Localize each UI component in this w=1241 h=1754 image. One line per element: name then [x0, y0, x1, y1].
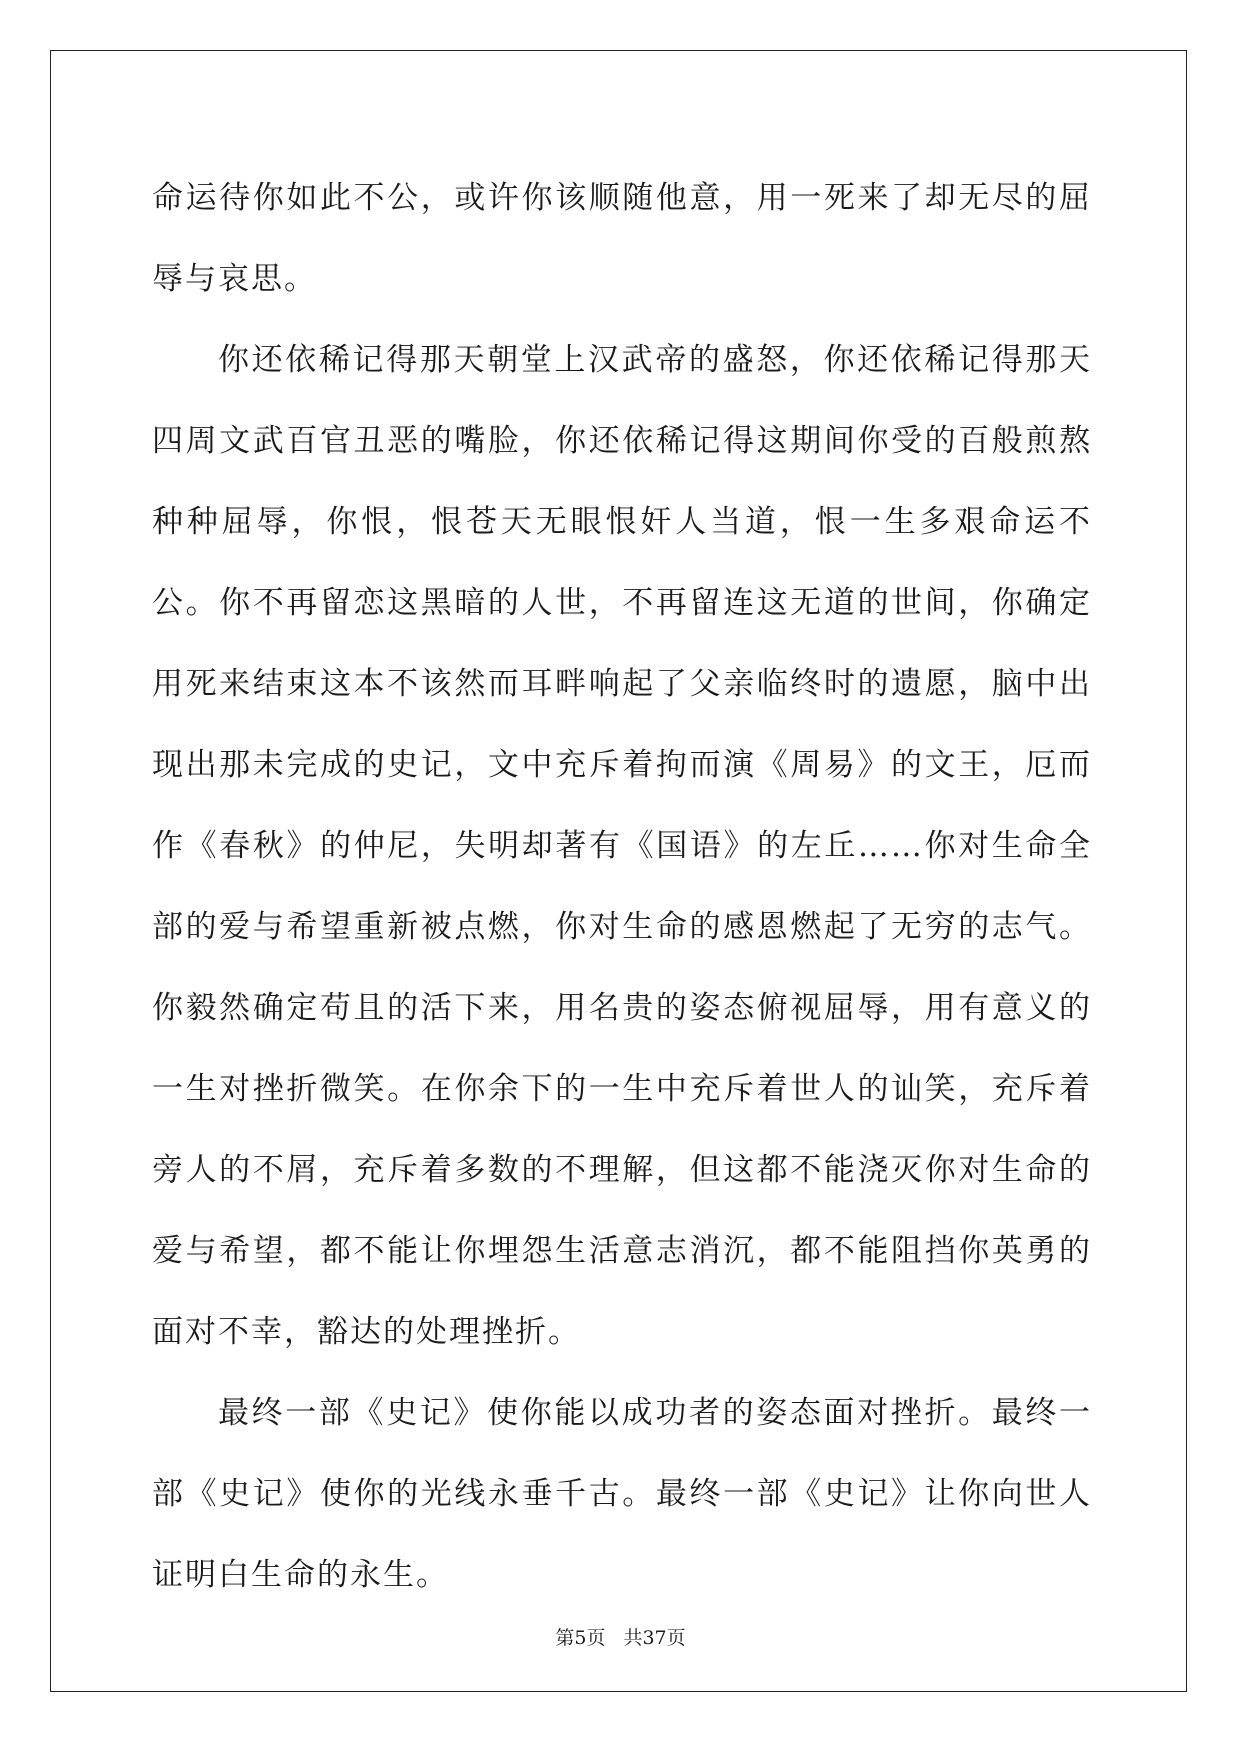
page-footer: [0, 1626, 1241, 1650]
document-body: [152, 158, 1092, 1616]
paragraph-1: 命运待你如此不公，或许你该顺随他意，用一死来了却无尽的屈辱与哀思。: [152, 180, 1092, 297]
page-total: 共37页: [623, 1627, 686, 1649]
paragraph-3: 最终一部《史记》使你能以成功者的姿态面对挫折。最终一部《史记》使你的光线永垂千古。最终一部《史记》让你向世人证明白生命的永生。: [152, 1395, 1092, 1593]
paragraph-2: 你还依稀记得那天朝堂上汉武帝的盛怒，你还依稀记得那天四周文武百官丑恶的嘴脸，你还依稀记得这期间你受的百般煎熬种种屈辱，你恨，恨苍天无眼恨奸人当道，恨一生多艰命运不公。你不再留恋这黑暗的人世，不再留连这无道的世间，你确定用死来结束这本不该然而耳畔响起了父亲临终时的遗愿，脑中出现出那未完成的史记，文中充斥着拘而演《周易》的文王，厄而作《春秋》的仲尼，失明却著有《国语》的左丘……你对生命全部的爱与希望重新被点燃，你对生命的感恩燃起了无穷的志气。你毅然确定苟且的活下来，用名贵的姿态俯视屈辱，用有意义的一生对挫折微笑。在你余下的一生中充斥着世人的讪笑，充斥着旁人的不屑，充斥着多数的不理解，但这都不能浇灭你对生命的爱与希望，都不能让你埋怨生活意志消沉，都不能阻挡你英勇的面对不幸，豁达的处理挫折。: [152, 342, 1092, 1350]
page-number: 第5页: [555, 1627, 606, 1649]
